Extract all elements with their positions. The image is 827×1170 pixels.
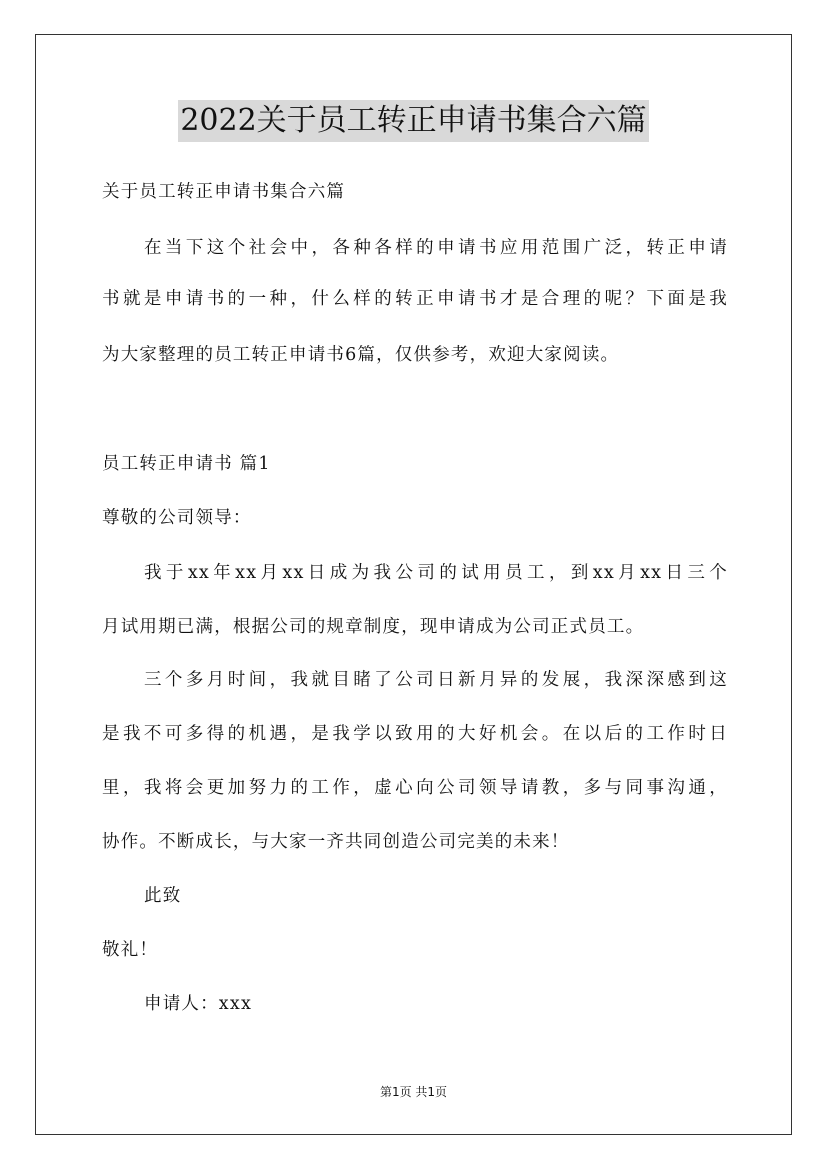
closing-line-1: 此致 xyxy=(144,886,182,906)
paragraph2-line-4: 协作。不断成长，与大家一齐共同创造公司完美的未来！ xyxy=(102,832,570,852)
intro-line-1: 在当下这个社会中，各种各样的申请书应用范围广泛，转正申请 xyxy=(144,238,728,258)
document-title-container xyxy=(0,100,827,142)
document-title: 2022关于员工转正申请书集合六篇 xyxy=(178,100,648,142)
paragraph1-line-1: 我于xx年xx月xx日成为我公司的试用员工，到xx月xx日三个 xyxy=(144,563,728,583)
applicant-line: 申请人：xxx xyxy=(144,994,253,1014)
paragraph1-line-2: 月试用期已满，根据公司的规章制度，现申请成为公司正式员工。 xyxy=(102,617,645,637)
page-footer: 第1页 共1页 xyxy=(379,1085,448,1099)
closing-line-2: 敬礼！ xyxy=(102,940,159,960)
document-subtitle: 关于员工转正申请书集合六篇 xyxy=(102,182,346,202)
paragraph2-line-3: 里，我将会更加努力的工作，虚心向公司领导请教，多与同事沟通， xyxy=(102,778,728,798)
paragraph2-line-1: 三个多月时间，我就目睹了公司日新月异的发展，我深深感到这 xyxy=(144,670,728,690)
intro-line-2: 书就是申请书的一种，什么样的转正申请书才是合理的呢？下面是我 xyxy=(102,289,728,309)
section-heading: 员工转正申请书 篇1 xyxy=(102,454,271,474)
intro-line-3: 为大家整理的员工转正申请书6篇，仅供参考，欢迎大家阅读。 xyxy=(102,345,620,365)
salutation: 尊敬的公司领导： xyxy=(102,508,252,528)
paragraph2-line-2: 是我不可多得的机遇，是我学以致用的大好机会。在以后的工作时日 xyxy=(102,724,728,744)
